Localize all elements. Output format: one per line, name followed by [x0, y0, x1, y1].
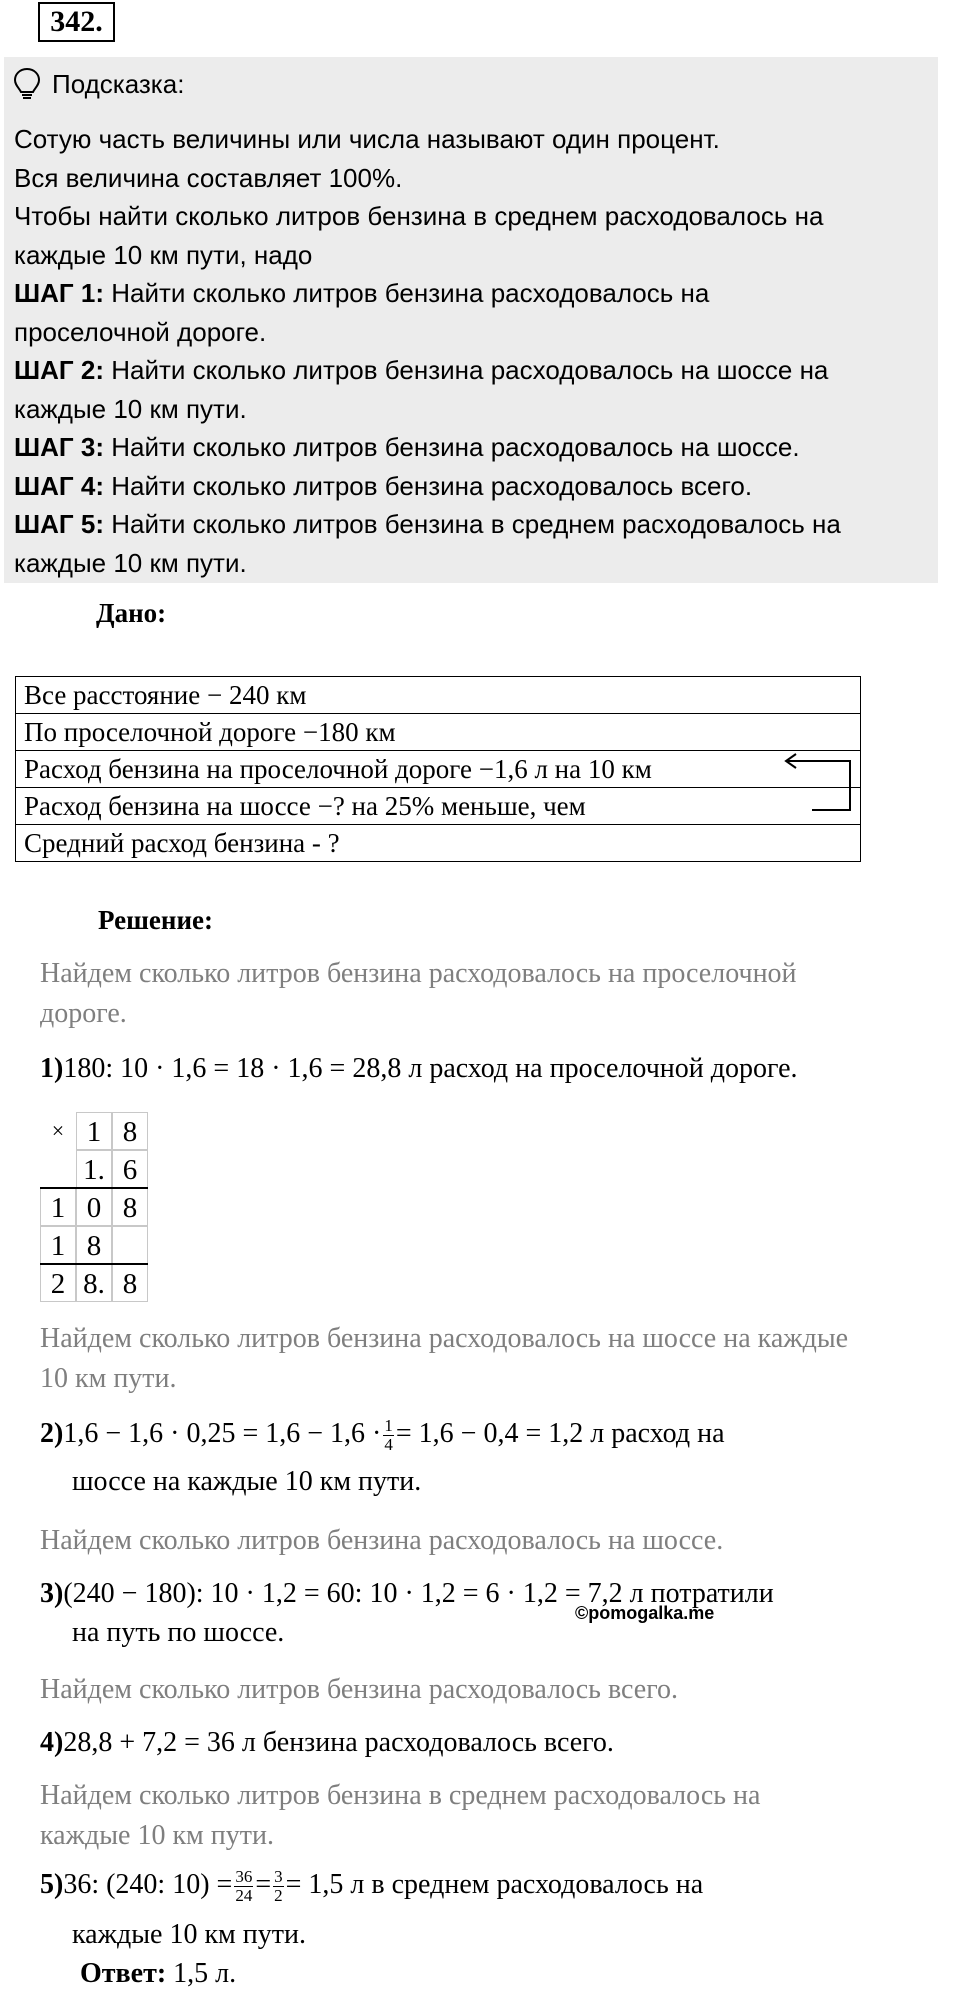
- table-cell: Все расстояние − 240 км: [16, 677, 861, 714]
- table-row: [16, 677, 861, 714]
- hint-line: Чтобы найти сколько литров бензина в среднем расходовалось на: [14, 201, 824, 231]
- sum-line: [40, 1263, 148, 1265]
- table-row: [16, 825, 861, 862]
- grid-cell: 2: [40, 1264, 76, 1302]
- fraction: $\frac{1}{4}$: [384, 1416, 393, 1455]
- step5-hint: Найдем сколько литров бензина в среднем расходовалось на: [40, 1780, 761, 1811]
- hint-line: Сотую часть величины или числа называют один процент.: [14, 124, 720, 154]
- step4-hint: Найдем сколько литров бензина расходовалось всего.: [40, 1674, 678, 1705]
- grid-cell: [112, 1226, 148, 1264]
- arrow-icon: [780, 750, 855, 815]
- grid-cell: 8: [112, 1264, 148, 1302]
- hint-line: ШАГ 4: Найти сколько литров бензина расходовалось всего.: [14, 471, 753, 501]
- step2-line: шоссе на каждые 10 км пути.: [72, 1466, 422, 1497]
- grid-cell: 6: [112, 1150, 148, 1188]
- fraction: $\frac{36}{24}$: [235, 1867, 253, 1906]
- table-cell: Средний расход бензина - ?: [16, 825, 861, 862]
- grid-cell: 0: [76, 1188, 112, 1226]
- grid-cell: 1.: [76, 1150, 112, 1188]
- step2-line: 2)1,6 − 1,6 · 0,25 = 1,6 − 1,6 · $\frac{1}{4}$ = 1,6 − 0,4 = 1,2 л расход на: [40, 1416, 725, 1455]
- hint-line: ШАГ 5: Найти сколько литров бензина в среднем расходовалось на: [14, 509, 841, 539]
- table-cell: Расход бензина на шоссе −? на 25% меньше, чем: [16, 788, 861, 825]
- step3-hint: Найдем сколько литров бензина расходовалось на шоссе.: [40, 1525, 724, 1556]
- hint-line: Вся величина составляет 100%.: [14, 163, 403, 193]
- step1-line: 1)180: 10 · 1,6 = 18 · 1,6 = 28,8 л расход на проселочной дороге.: [40, 1053, 798, 1084]
- hint-title: Подсказка:: [52, 69, 185, 99]
- step2-hint: Найдем сколько литров бензина расходовалось на шоссе на каждые: [40, 1323, 849, 1354]
- table-row: [16, 751, 861, 788]
- grid-cell: 1: [40, 1226, 76, 1264]
- multiplication-grid: [40, 1112, 150, 1312]
- grid-cell: 8: [112, 1188, 148, 1226]
- task-number: 342.: [38, 2, 115, 42]
- hint-line: ШАГ 2: Найти сколько литров бензина расходовалось на шоссе на: [14, 355, 829, 385]
- hint-line: ШАГ 3: Найти сколько литров бензина расходовалось на шоссе.: [14, 432, 800, 462]
- table-row: [16, 714, 861, 751]
- fraction: $\frac{3}{2}$: [274, 1867, 283, 1906]
- hint-line: каждые 10 км пути, надо: [14, 240, 313, 270]
- step4-line: 4)28,8 + 7,2 = 36 л бензина расходовалось всего.: [40, 1727, 614, 1758]
- grid-cell: 8: [76, 1226, 112, 1264]
- grid-cell: 1: [40, 1188, 76, 1226]
- step5-hint: каждые 10 км пути.: [40, 1820, 274, 1851]
- table-row: [16, 788, 861, 825]
- watermark: ©pomogalka.me: [575, 1603, 715, 1623]
- hint-line: проселочной дороге.: [14, 317, 267, 347]
- step2-hint: 10 км пути.: [40, 1363, 177, 1394]
- step3-line: на путь по шоссе.: [72, 1617, 285, 1648]
- given-table: [15, 676, 861, 862]
- step1-hint: Найдем сколько литров бензина расходовалось на проселочной: [40, 958, 797, 989]
- sum-line: [40, 1187, 148, 1189]
- hint-line: ШАГ 1: Найти сколько литров бензина расходовалось на: [14, 278, 710, 308]
- answer-line: Ответ: 1,5 л.: [80, 1958, 237, 1989]
- lightbulb-icon: [12, 66, 42, 102]
- hint-line: каждые 10 км пути.: [14, 548, 247, 578]
- grid-cell: 1: [76, 1112, 112, 1150]
- step3-line: 3)(240 − 180): 10 · 1,2 = 60: 10 · 1,2 = 6 · 1,2 = 7,2 л потратили: [40, 1578, 774, 1609]
- multiply-sign: ×: [51, 1118, 65, 1143]
- step5-line: 5)36: (240: 10) = $\frac{36}{24}$ = $\frac{3}{2}$ = 1,5 л в среднем расходовалось на: [40, 1867, 704, 1906]
- grid-cell: 8.: [76, 1264, 112, 1302]
- solution-heading: Решение:: [98, 905, 213, 935]
- table-cell: Расход бензина на проселочной дороге −1,6 л на 10 км: [16, 751, 861, 788]
- step5-line: каждые 10 км пути.: [72, 1919, 306, 1950]
- hint-line: каждые 10 км пути.: [14, 394, 247, 424]
- grid-cell: 8: [112, 1112, 148, 1150]
- step1-hint: дороге.: [40, 998, 127, 1029]
- table-cell: По проселочной дороге −180 км: [16, 714, 861, 751]
- given-heading: Дано:: [96, 598, 167, 628]
